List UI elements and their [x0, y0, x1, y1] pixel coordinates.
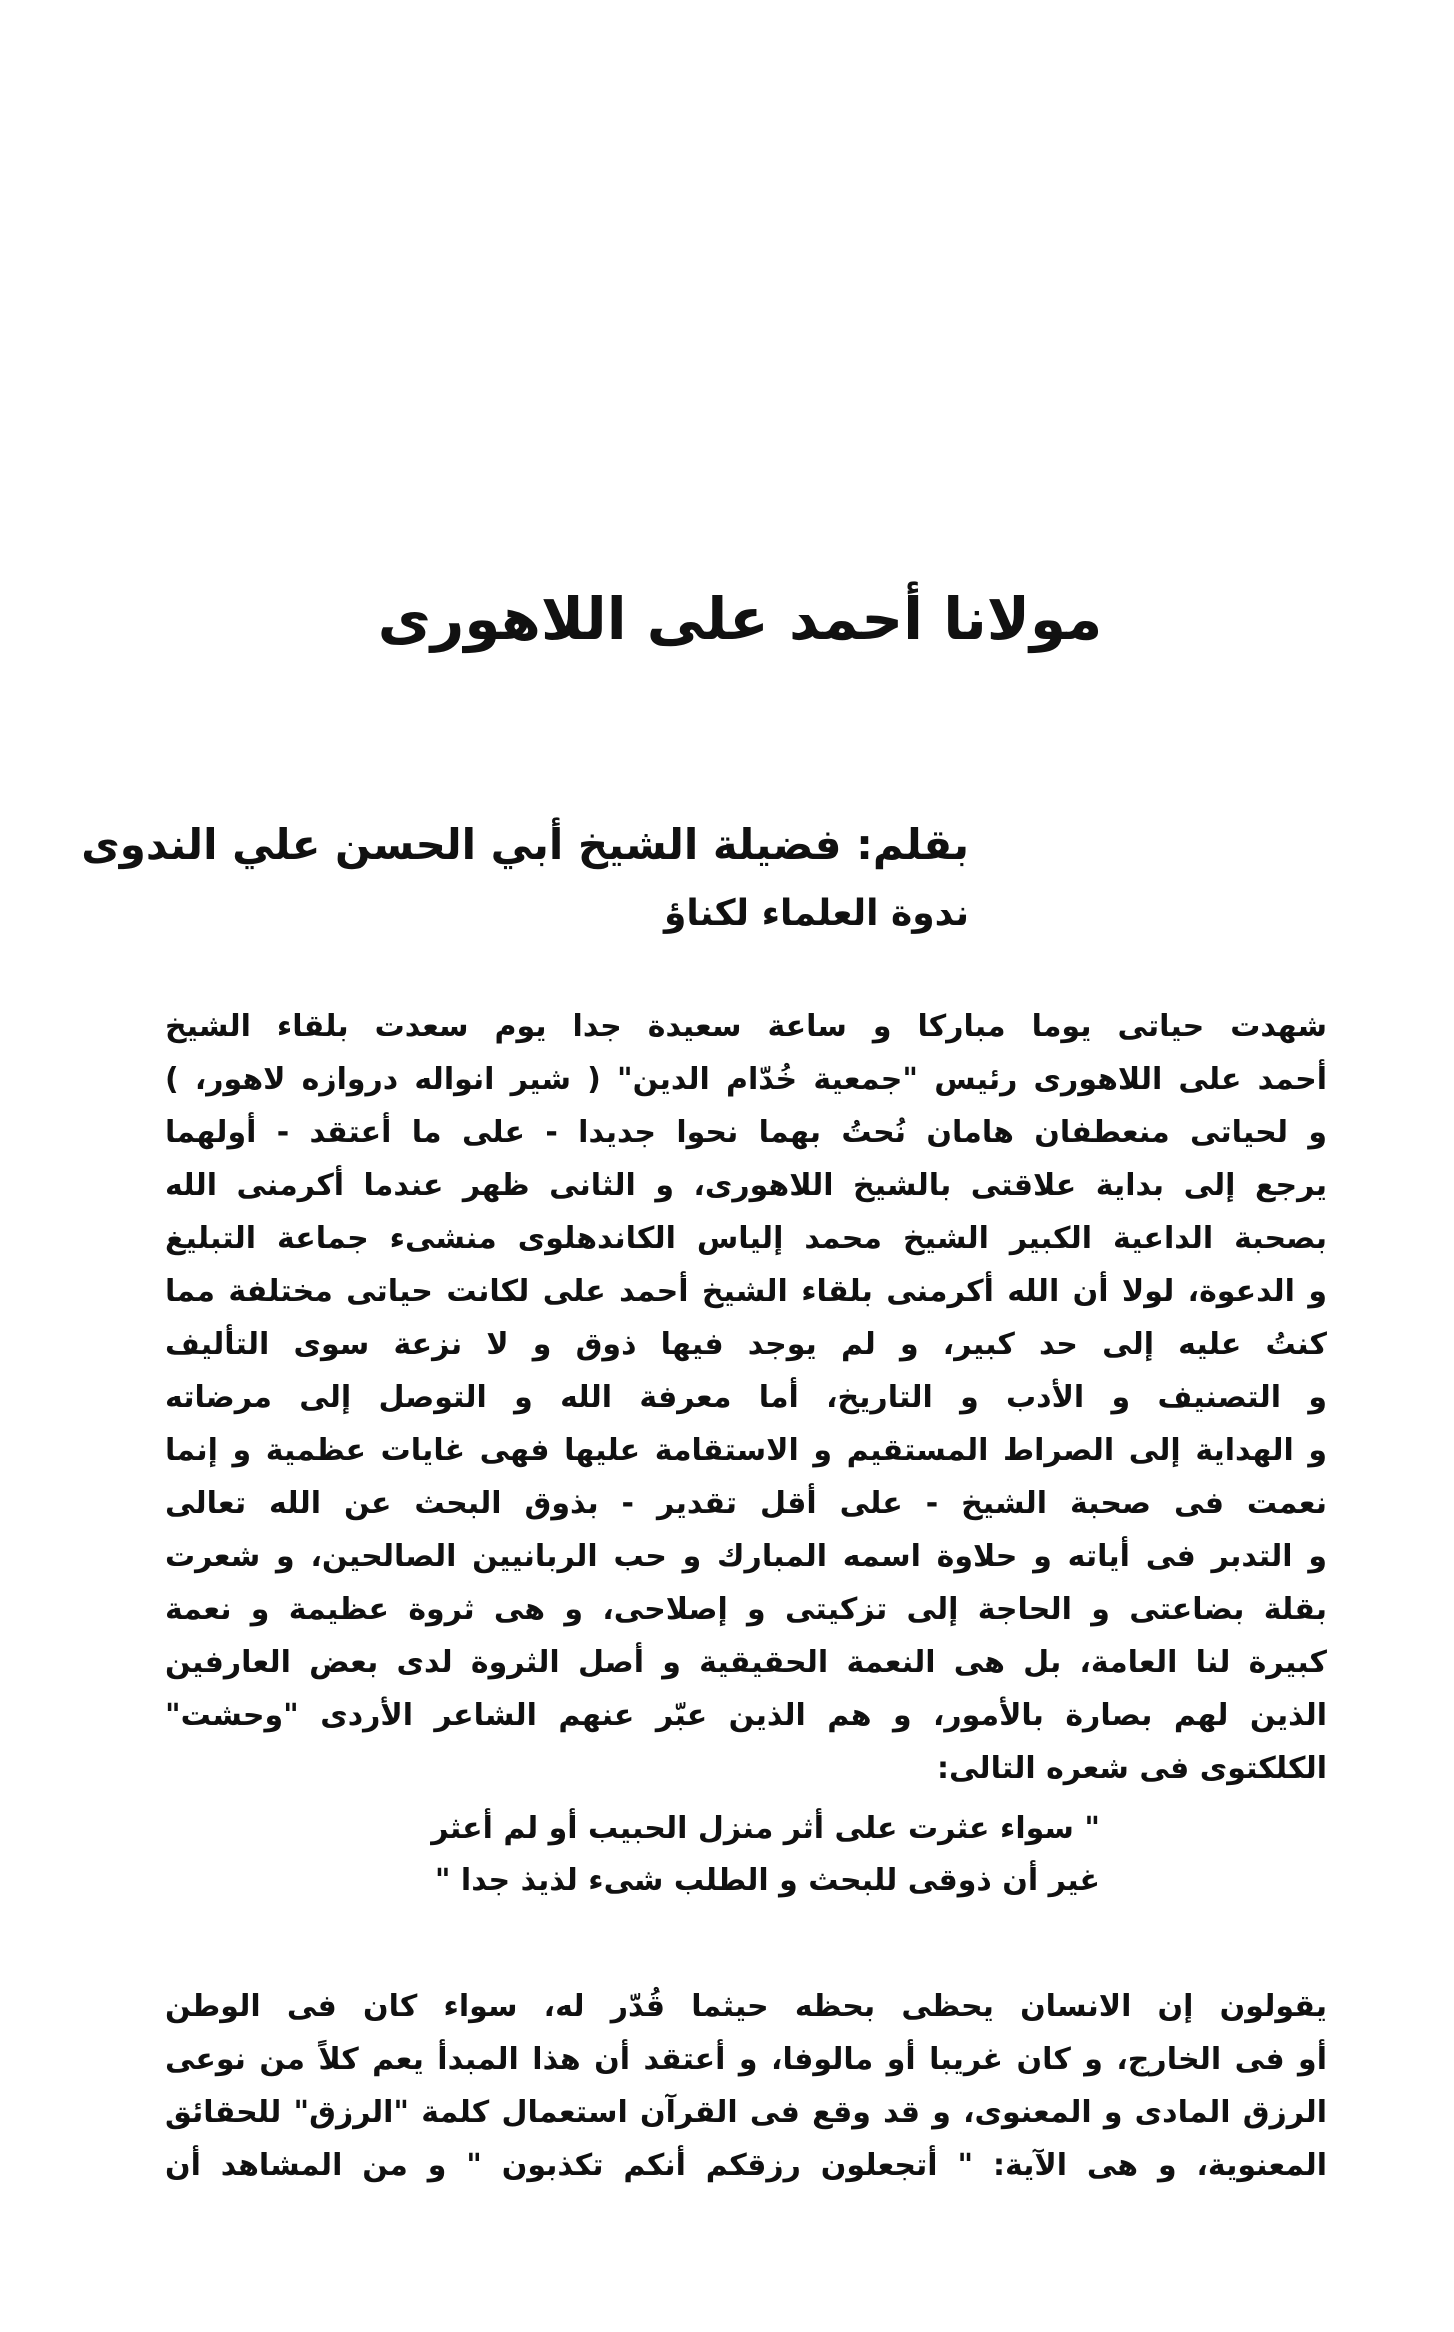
article-title: مولانا أحمد على اللاهورى: [377, 585, 1103, 653]
text-line: و التدبر فى أياته و حلاوة اسمه المبارك و حب الربانيين الصالحين، و شعرت: [165, 1539, 1327, 1574]
text-line: و لحياتى منعطفان هامان نُحتُ بهما نحوا جديدا - على ما أعتقد - أولهما: [165, 1115, 1327, 1150]
poem-block: [380, 1803, 1100, 1907]
text-line: و الدعوة، لولا أن الله أكرمنى بلقاء الشيخ أحمد على لكانت حياتى مختلفة مما: [165, 1274, 1327, 1309]
author-byline: بقلم: فضيلة الشيخ أبي الحسن علي الندوى: [81, 820, 969, 869]
text-line: أو فى الخارج، و كان غريبا أو مالوفا، و أعتقد أن هذا المبدأ يعم كلاً من نوعى: [165, 2042, 1327, 2077]
text-line: أحمد على اللاهورى رئيس "جمعية خُدّام الدين" ( شير انواله دروازه لاهور، ): [165, 1062, 1327, 1097]
author-affiliation: ندوة العلماء لكناؤ: [664, 893, 969, 934]
poem-verse: غير أن ذوقى للبحث و الطلب شىء لذيذ جدا ": [434, 1863, 1100, 1898]
text-line: الكلكتوى فى شعره التالى:: [936, 1751, 1327, 1786]
text-line: نعمت فى صحبة الشيخ - على أقل تقدير - بذوق البحث عن الله تعالى: [165, 1486, 1327, 1521]
poem-verse: " سواء عثرت على أثر منزل الحبيب أو لم أعثر: [431, 1811, 1100, 1846]
text-line: المعنوية، و هى الآية: " أتجعلون رزقكم أنكم تكذبون " و من المشاهد أن: [165, 2148, 1327, 2183]
text-line: كنتُ عليه إلى حد كبير، و لم يوجد فيها ذوق و لا نزعة سوى التأليف: [165, 1327, 1327, 1362]
paragraph-2: [165, 1980, 1327, 2192]
text-line: بصحبة الداعية الكبير الشيخ محمد إلياس الكاندهلوى منشىء جماعة التبليغ: [165, 1221, 1327, 1256]
text-line: كبيرة لنا العامة، بل هى النعمة الحقيقية و أصل الثروة لدى بعض العارفين: [165, 1645, 1327, 1680]
text-line: الرزق المادى و المعنوى، و قد وقع فى القرآن استعمال كلمة "الرزق" للحقائق: [165, 2095, 1327, 2130]
paragraph-1: [165, 1000, 1327, 1795]
text-line: و التصنيف و الأدب و التاريخ، أما معرفة الله و التوصل إلى مرضاته: [165, 1380, 1327, 1415]
text-line: يرجع إلى بداية علاقتى بالشيخ اللاهورى، و الثانى ظهر عندما أكرمنى الله: [165, 1168, 1327, 1203]
text-line: و الهداية إلى الصراط المستقيم و الاستقامة عليها فهى غايات عظمية و إنما: [165, 1433, 1327, 1468]
text-line: يقولون إن الانسان يحظى بحظه حيثما قُدّر له، سواء كان فى الوطن: [165, 1989, 1327, 2024]
text-line: شهدت حياتى يوما مباركا و ساعة سعيدة جدا يوم سعدت بلقاء الشيخ: [165, 1009, 1327, 1044]
text-line: الذين لهم بصارة بالأمور، و هم الذين عبّر عنهم الشاعر الأردى "وحشت": [165, 1698, 1327, 1733]
text-line: بقلة بضاعتى و الحاجة إلى تزكيتى و إصلاحى، و هى ثروة عظيمة و نعمة: [165, 1592, 1327, 1627]
